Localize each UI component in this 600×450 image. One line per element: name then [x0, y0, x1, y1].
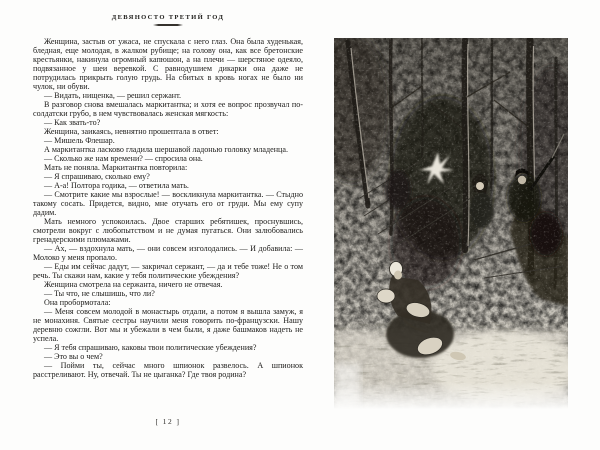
paragraph: Мать немного успокоилась. Двое старших ребятишек, проснувшись, смотрели вокруг с любопытством и не думая пугаться. Они залюбовались гренадерскими плюмажами.	[33, 216, 303, 244]
header-rule-ornament	[153, 24, 183, 26]
left-page	[33, 14, 303, 436]
paragraph: — Меня совсем молодой в монастырь отдали, а потом я вышла замуж, я не монахиня. Святые сестры научили меня говорить по-французски. Нашу деревню сожгли. Вот мы и убежали в чем были, я даже башмаков надеть не успела.	[33, 306, 303, 343]
paragraph: — Смотрите какие мы взрослые! — воскликнула маркитантка. — Стыдно такому сосать. Придется, видно, мне отучать его от груди. Мы ему супу дадим.	[33, 189, 303, 217]
paragraph: Женщина смотрела на сержанта, ничего не отвечая.	[44, 279, 223, 289]
paragraph: В разговор снова вмешалась маркитантка; и хотя ее вопрос прозвучал по-солдатски грубо, в нем чувствовалась женская мягкость:	[33, 99, 303, 118]
paragraph: — Видать, нищенка, — решил сержант.	[44, 90, 182, 100]
page-number: [ 12 ]	[155, 417, 181, 426]
paragraph: — Я тебя спрашиваю, каковы твои политические убеждения?	[44, 342, 257, 352]
paragraph: Женщина, застыв от ужаса, не спускала с него глаз. Она была худенькая, бледная, еще молодая, в жалком рубище; на голову она, как все бретонские крестьянки, накинула огромный капюшон, а на плечи — шерстяное одеяло, подвязанное у шеи веревкой. С равнодушием дикарки она даже не потрудилась прикрыть голую грудь. На сбитых в кровь ногах не было ни чулок, ни обуви.	[33, 36, 303, 91]
paragraph: — Пойми ты, сейчас много шпионок развелось. А шпионок расстреливают. Ну, отвечай. Ты не цыганка? Где твоя родина?	[33, 360, 303, 379]
body-text	[33, 37, 303, 379]
illustration-plate	[334, 38, 568, 409]
paragraph: — Ах, — вздохнула мать, — они совсем изголодались. — И добавила: — Молоко у меня пропало.	[33, 243, 303, 262]
running-header: ДЕВЯНОСТО ТРЕТИЙ ГОД	[111, 14, 225, 21]
paragraph: Она пробормотала:	[44, 297, 111, 307]
paragraph: Женщина, заикаясь, невнятно прошептала в ответ:	[44, 126, 219, 136]
paragraph: — Сколько же нам времени? — спросила она.	[44, 153, 203, 163]
paragraph: — Это вы о чем?	[44, 351, 103, 361]
paragraph: Мать не поняла. Маркитантка повторила:	[44, 162, 188, 172]
forest-engraving-illustration	[334, 38, 568, 409]
paragraph: — Ты что, не слышишь, что ли?	[44, 288, 155, 298]
paragraph: — Мишель Флешар.	[44, 135, 115, 145]
paragraph: А маркитантка ласково гладила шершавой ладонью головку младенца.	[44, 144, 288, 154]
paragraph: — Я спрашиваю, сколько ему?	[44, 171, 150, 181]
paragraph: — А-а! Полтора годика, — ответила мать.	[44, 180, 189, 190]
paragraph: — Еды им сейчас дадут, — закричал сержант, — да и тебе тоже! Не о том речь. Ты скажи нам, какие у тебя политические убеждения?	[33, 261, 303, 280]
paragraph: — Как звать-то?	[44, 117, 101, 127]
